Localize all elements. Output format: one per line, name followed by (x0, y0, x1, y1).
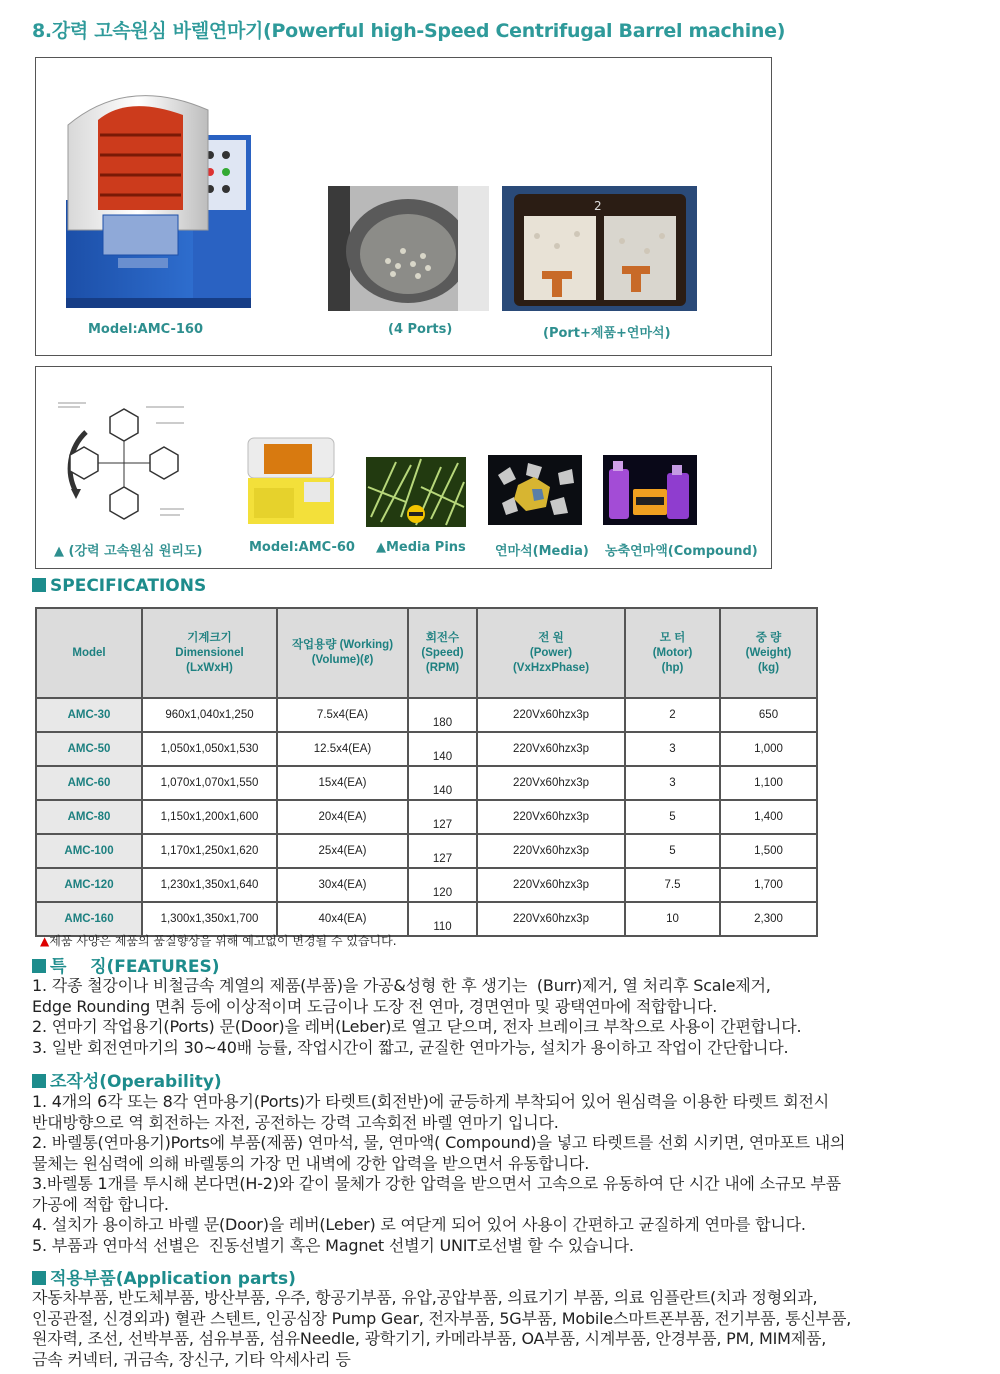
model-cell: AMC-120 (36, 868, 142, 902)
table-cell: 127 (408, 800, 477, 834)
table-row (36, 800, 817, 834)
table-cell: 7.5x4(EA) (277, 698, 408, 732)
table-header-row (36, 608, 817, 698)
table-row (36, 766, 817, 800)
column-header-line: (Weight) (745, 646, 792, 659)
column-header (625, 608, 720, 698)
features-line: 1. 각종 철강이나 비철금속 계열의 제품(부품)을 가공&성형 한 후 생기는 (Burr)제거, 열 처리후 Scale제거, (32, 976, 771, 995)
column-header-line: (Power) (529, 646, 573, 659)
media-pins-caption: ▲Media Pins (376, 540, 466, 555)
table-row (36, 732, 817, 766)
table-cell: 40x4(EA) (277, 902, 408, 936)
column-header-line: 모 터 (659, 631, 686, 644)
table-cell: 1,070x1,070x1,550 (142, 766, 277, 800)
principle-diagram (56, 397, 191, 532)
table-cell: 5 (625, 834, 720, 868)
table-cell: 120 (408, 868, 477, 902)
table-cell: 1,100 (720, 766, 817, 800)
operability-line: 1. 4개의 6각 또는 8각 연마용기(Ports)가 타렛트(회전반)에 균등하게 부착되어 있어 원심력을 이용한 타렛트 회전시 (32, 1092, 830, 1111)
table-cell: 2 (625, 698, 720, 732)
table-cell: 220Vx60hzx3p (477, 732, 625, 766)
ports-caption: (4 Ports) (388, 322, 453, 337)
features-line: Edge Rounding 면취 등에 이상적이며 도금이나 도장 전 연마, 경면연마 및 광택연마에 적합합니다. (32, 996, 718, 1016)
principle-caption: ▲ (강력 고속원심 원리도) (54, 544, 203, 559)
table-cell: 1,300x1,350x1,700 (142, 902, 277, 936)
application-line: 원자력, 조선, 선박부품, 섬유부품, 섬유Needle, 광학기기, 카메라부품, OA부품, 시계부품, 안경부품, PM, MIM제품, (32, 1329, 827, 1348)
square-bullet-icon (32, 578, 46, 592)
square-bullet-icon (32, 959, 46, 973)
model-cell: AMC-80 (36, 800, 142, 834)
table-cell: 140 (408, 766, 477, 800)
column-header-line: (Motor) (652, 646, 693, 659)
media-pins-photo (366, 457, 466, 527)
table-cell: 650 (720, 698, 817, 732)
column-header-line: (Volume)(ℓ) (311, 654, 374, 666)
table-cell: 1,500 (720, 834, 817, 868)
table-row (36, 698, 817, 732)
features-line: 2. 연마기 작업용기(Ports) 문(Door)을 레버(Leber)로 열고 닫으며, 전자 브레이크 부착으로 사용이 간편합니다. (32, 1017, 802, 1036)
table-cell: 7.5 (625, 868, 720, 902)
column-header-line: (kg) (757, 661, 780, 674)
square-bullet-icon (32, 1074, 46, 1088)
column-header-line: (VxHzxPhase) (512, 661, 590, 674)
compound-photo (603, 455, 697, 525)
table-cell: 220Vx60hzx3p (477, 902, 625, 936)
table-cell: 5 (625, 800, 720, 834)
operability-line: 가공에 적합 합니다. (32, 1194, 169, 1214)
application-line: 금속 커넥터, 귀금속, 장신구, 기타 악세사리 등 (32, 1349, 351, 1369)
features-heading: 특 징(FEATURES) (32, 952, 219, 977)
operability-line: 2. 바렐통(연마용기)Ports에 부품(제품) 연마석, 물, 연마액( Compound)을 넣고 타렛트를 선회 시키면, 연마포트 내의 (32, 1133, 846, 1152)
column-header-line: Dimensionel (175, 646, 244, 659)
operability-line: 반대방향으로 역 회전하는 자전, 공전하는 강력 고속회전 바렐 연마기 입니다. (32, 1112, 559, 1132)
application-heading: 적용부품(Application parts) (32, 1264, 296, 1289)
specifications-heading: SPECIFICATIONS (32, 576, 206, 596)
column-header (277, 608, 408, 698)
operability-line: 물체는 원심력에 의해 바렐통의 가장 먼 내벽에 강한 압력을 받으면서 유동합니다. (32, 1153, 590, 1173)
column-header-line: (LxWxH) (186, 661, 233, 674)
column-header (36, 608, 142, 698)
table-cell: 12.5x4(EA) (277, 732, 408, 766)
media-photo (488, 455, 582, 525)
features-text (32, 976, 801, 1058)
machine-caption: Model:AMC-160 (88, 322, 204, 337)
model-cell: AMC-60 (36, 766, 142, 800)
table-row (36, 868, 817, 902)
compound-caption: 농축연마액(Compound) (605, 544, 758, 559)
table-cell: 25x4(EA) (277, 834, 408, 868)
table-cell: 110 (408, 902, 477, 936)
table-cell: 30x4(EA) (277, 868, 408, 902)
table-cell: 960x1,040x1,250 (142, 698, 277, 732)
table-row (36, 902, 817, 936)
operability-text (32, 1092, 845, 1256)
column-header-line: Model (72, 646, 106, 659)
column-header-line: 작업용량 (Working) (291, 639, 394, 651)
table-cell: 220Vx60hzx3p (477, 868, 625, 902)
amc60-caption: Model:AMC-60 (249, 540, 355, 555)
column-header-line: (Speed) (421, 646, 464, 659)
specifications-table (35, 607, 818, 937)
table-cell: 220Vx60hzx3p (477, 698, 625, 732)
port-product-photo (502, 186, 697, 311)
port-product-caption: (Port+제품+연마석) (543, 326, 671, 341)
column-header-line: 중 량 (755, 631, 782, 644)
table-body (36, 698, 817, 936)
product-photo-box (35, 57, 772, 356)
column-header-line: 기계크기 (187, 631, 232, 644)
table-cell: 3 (625, 732, 720, 766)
column-header-line: 회전수 (425, 631, 460, 644)
operability-heading: 조작성(Operability) (32, 1067, 222, 1092)
features-line: 3. 일반 회전연마기의 30~40배 능률, 작업시간이 짧고, 균질한 연마가능, 설치가 용이하고 작업이 간단합니다. (32, 1037, 789, 1057)
application-text (32, 1288, 851, 1370)
operability-line: 5. 부품과 연마석 선별은 진동선별기 혹은 Magnet 선별기 UNIT로선별 할 수 있습니다. (32, 1235, 634, 1255)
column-header (408, 608, 477, 698)
column-header (477, 608, 625, 698)
table-cell: 1,400 (720, 800, 817, 834)
square-bullet-icon (32, 1271, 46, 1285)
column-header-line: (RPM) (425, 661, 460, 674)
ports-photo (328, 186, 489, 311)
table-cell: 220Vx60hzx3p (477, 766, 625, 800)
table-cell: 1,000 (720, 732, 817, 766)
table-cell: 220Vx60hzx3p (477, 834, 625, 868)
warning-triangle-icon: ▲ (40, 934, 50, 948)
application-line: 인공관절, 신경외과) 혈관 스텐트, 인공심장 Pump Gear, 전자부품, 5G부품, Mobile스마트폰부품, 전기부품, 통신부품, (32, 1308, 852, 1328)
model-cell: AMC-30 (36, 698, 142, 732)
table-cell: 15x4(EA) (277, 766, 408, 800)
table-cell: 1,050x1,050x1,530 (142, 732, 277, 766)
drum-number: 2 (594, 199, 602, 213)
table-row (36, 834, 817, 868)
model-cell: AMC-50 (36, 732, 142, 766)
table-cell: 1,700 (720, 868, 817, 902)
table-cell: 1,230x1,350x1,640 (142, 868, 277, 902)
table-cell: 20x4(EA) (277, 800, 408, 834)
table-cell: 180 (408, 698, 477, 732)
column-header (720, 608, 817, 698)
machine-photo (58, 80, 253, 315)
operability-line: 3.바렐통 1개를 투시해 본다면(H-2)와 같이 물체가 강한 압력을 받으면서 고속으로 유동하여 단 시간 내에 소규모 부품 (32, 1174, 841, 1193)
media-caption: 연마석(Media) (495, 544, 589, 559)
spec-note: ▲제품 사양은 제품의 품질향상을 위해 예고없이 변경될 수 있습니다. (40, 934, 397, 948)
table-cell: 127 (408, 834, 477, 868)
column-header (142, 608, 277, 698)
table-cell: 1,170x1,250x1,620 (142, 834, 277, 868)
gallery-box (35, 366, 772, 569)
table-cell: 1,150x1,200x1,600 (142, 800, 277, 834)
model-cell: AMC-160 (36, 902, 142, 936)
table-cell: 140 (408, 732, 477, 766)
application-line: 자동차부품, 반도체부품, 방산부품, 우주, 항공기부품, 유압,공압부품, 의료기기 부품, 의료 임플란트(치과 정형외과, (32, 1288, 818, 1307)
table-cell: 3 (625, 766, 720, 800)
table-cell: 2,300 (720, 902, 817, 936)
table-cell: 10 (625, 902, 720, 936)
table-cell: 220Vx60hzx3p (477, 800, 625, 834)
page-title: 8.강력 고속원심 바렐연마기(Powerful high-Speed Centrifugal Barrel machine) (32, 20, 786, 42)
model-cell: AMC-100 (36, 834, 142, 868)
column-header-line: 전 원 (538, 631, 564, 644)
amc60-photo (244, 432, 337, 527)
operability-line: 4. 설치가 용이하고 바렐 문(Door)을 레버(Leber) 로 여닫게 되어 있어 사용이 간편하고 균질하게 연마를 합니다. (32, 1215, 806, 1234)
column-header-line: (hp) (661, 661, 684, 674)
